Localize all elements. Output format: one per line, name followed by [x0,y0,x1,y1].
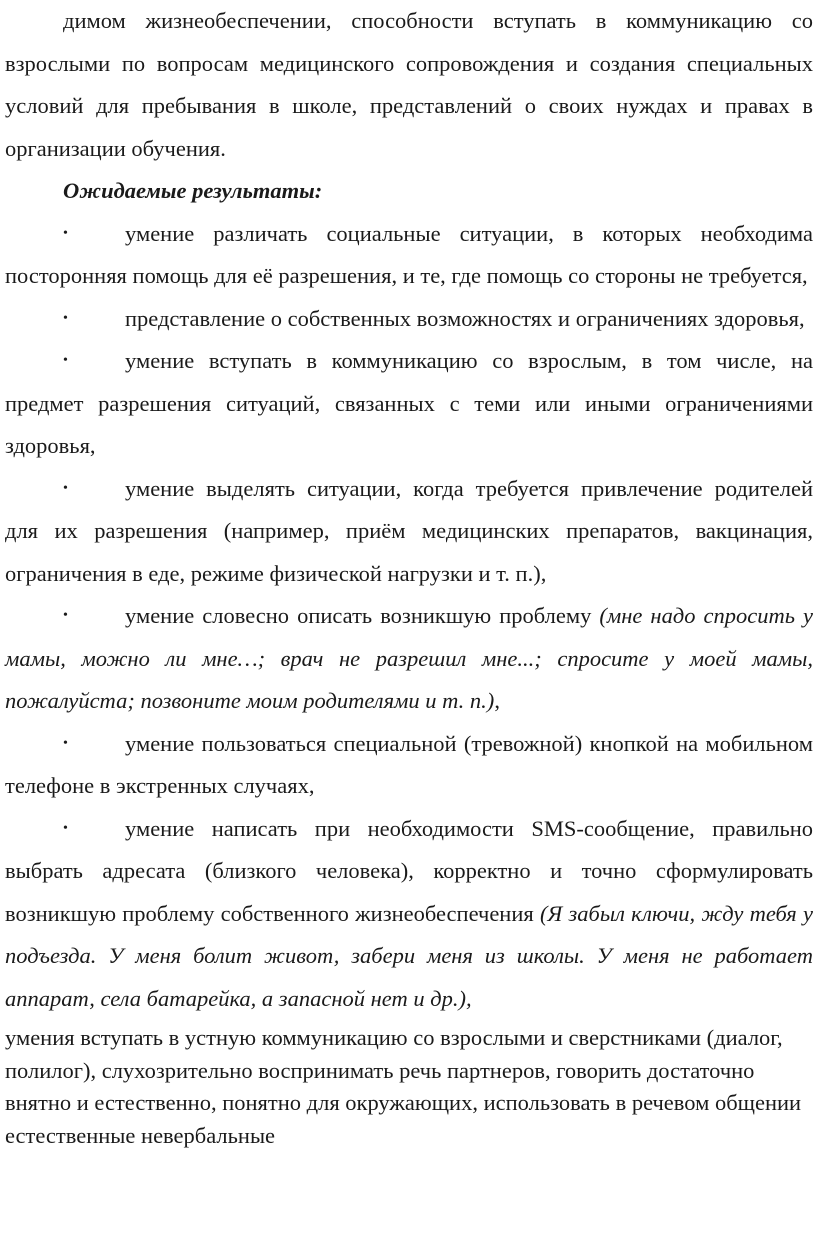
bullet-icon: • [63,353,68,368]
bullet-icon: • [63,735,68,751]
list-item [5,468,813,596]
intro-paragraph: димом жизнеобеспечении, способности вступать в коммуникацию со взрослыми по вопросам медицинского сопровождения и создания специальных условий для пребывания в школе, представлений о своих нуждах и правах в организации обучения. [5,8,813,161]
list-item [5,808,813,1021]
list-item-text: умение пользоваться специальной (тревожной) кнопкой на мобильном телефоне в экстренных случаях, [5,730,813,798]
list-item [5,298,813,341]
document-page [5,0,813,1152]
bullet-icon: • [63,608,68,623]
list-item [5,595,813,723]
closing-paragraph: умения вступать в устную коммуникацию со взрослыми и сверстниками (диалог, полилог), слухозрительно воспринимать речь партнеров, говорить достаточно внятно и естественно, понятно для окружающих, использовать в речевом общении естественные невербальные [5,1025,802,1148]
list-item-tail: , [494,688,500,713]
list-item [5,340,813,468]
bullet-icon: • [63,225,68,241]
bullet-icon: • [63,480,68,496]
list-item-text: умение выделять ситуации, когда требуется привлечение родителей для их разрешения (например, приём медицинских препаратов, вакцинация, ограничения в еде, режиме физической нагрузки и т. п.), [5,475,813,586]
list-item-text: умение вступать в коммуникацию со взрослым, в том числе, на предмет разрешения ситуаций, связанных с теми или иными ограничениями здоровья, [5,348,813,458]
bullet-icon: • [63,820,68,836]
list-item [5,213,813,298]
bullet-list [5,213,813,1021]
list-item-italic-example: (мне надо спросить у мамы, можно ли мне…; врач не разрешил мне...; спросите у моей мамы, пожалуйста; позвоните моим родителями и т. п.) [5,603,813,713]
list-item [5,723,813,808]
list-item-text: умение написать при необходимости SMS-сообщение, правильно выбрать адресата (близкого человека), корректно и точно сформулировать возникшую проблему собственного жизнеобеспечения [5,815,813,926]
bullet-icon: • [63,310,68,326]
section-heading: Ожидаемые результаты: [63,178,323,203]
list-item-text: представление о собственных возможностях и ограничениях здоровья, [125,305,805,331]
list-item-text: умение различать социальные ситуации, в которых необходима посторонняя помощь для её разрешения, и те, где помощь со стороны не требуется, [5,220,813,288]
list-item-text: умение словесно описать возникшую проблему [125,603,600,628]
list-item-italic-example: (Я забыл ключи, жду тебя у подъезда. У меня болит живот, забери меня из школы. У меня не работает аппарат, села батарейка, а запасной нет и др.), [5,900,814,1011]
